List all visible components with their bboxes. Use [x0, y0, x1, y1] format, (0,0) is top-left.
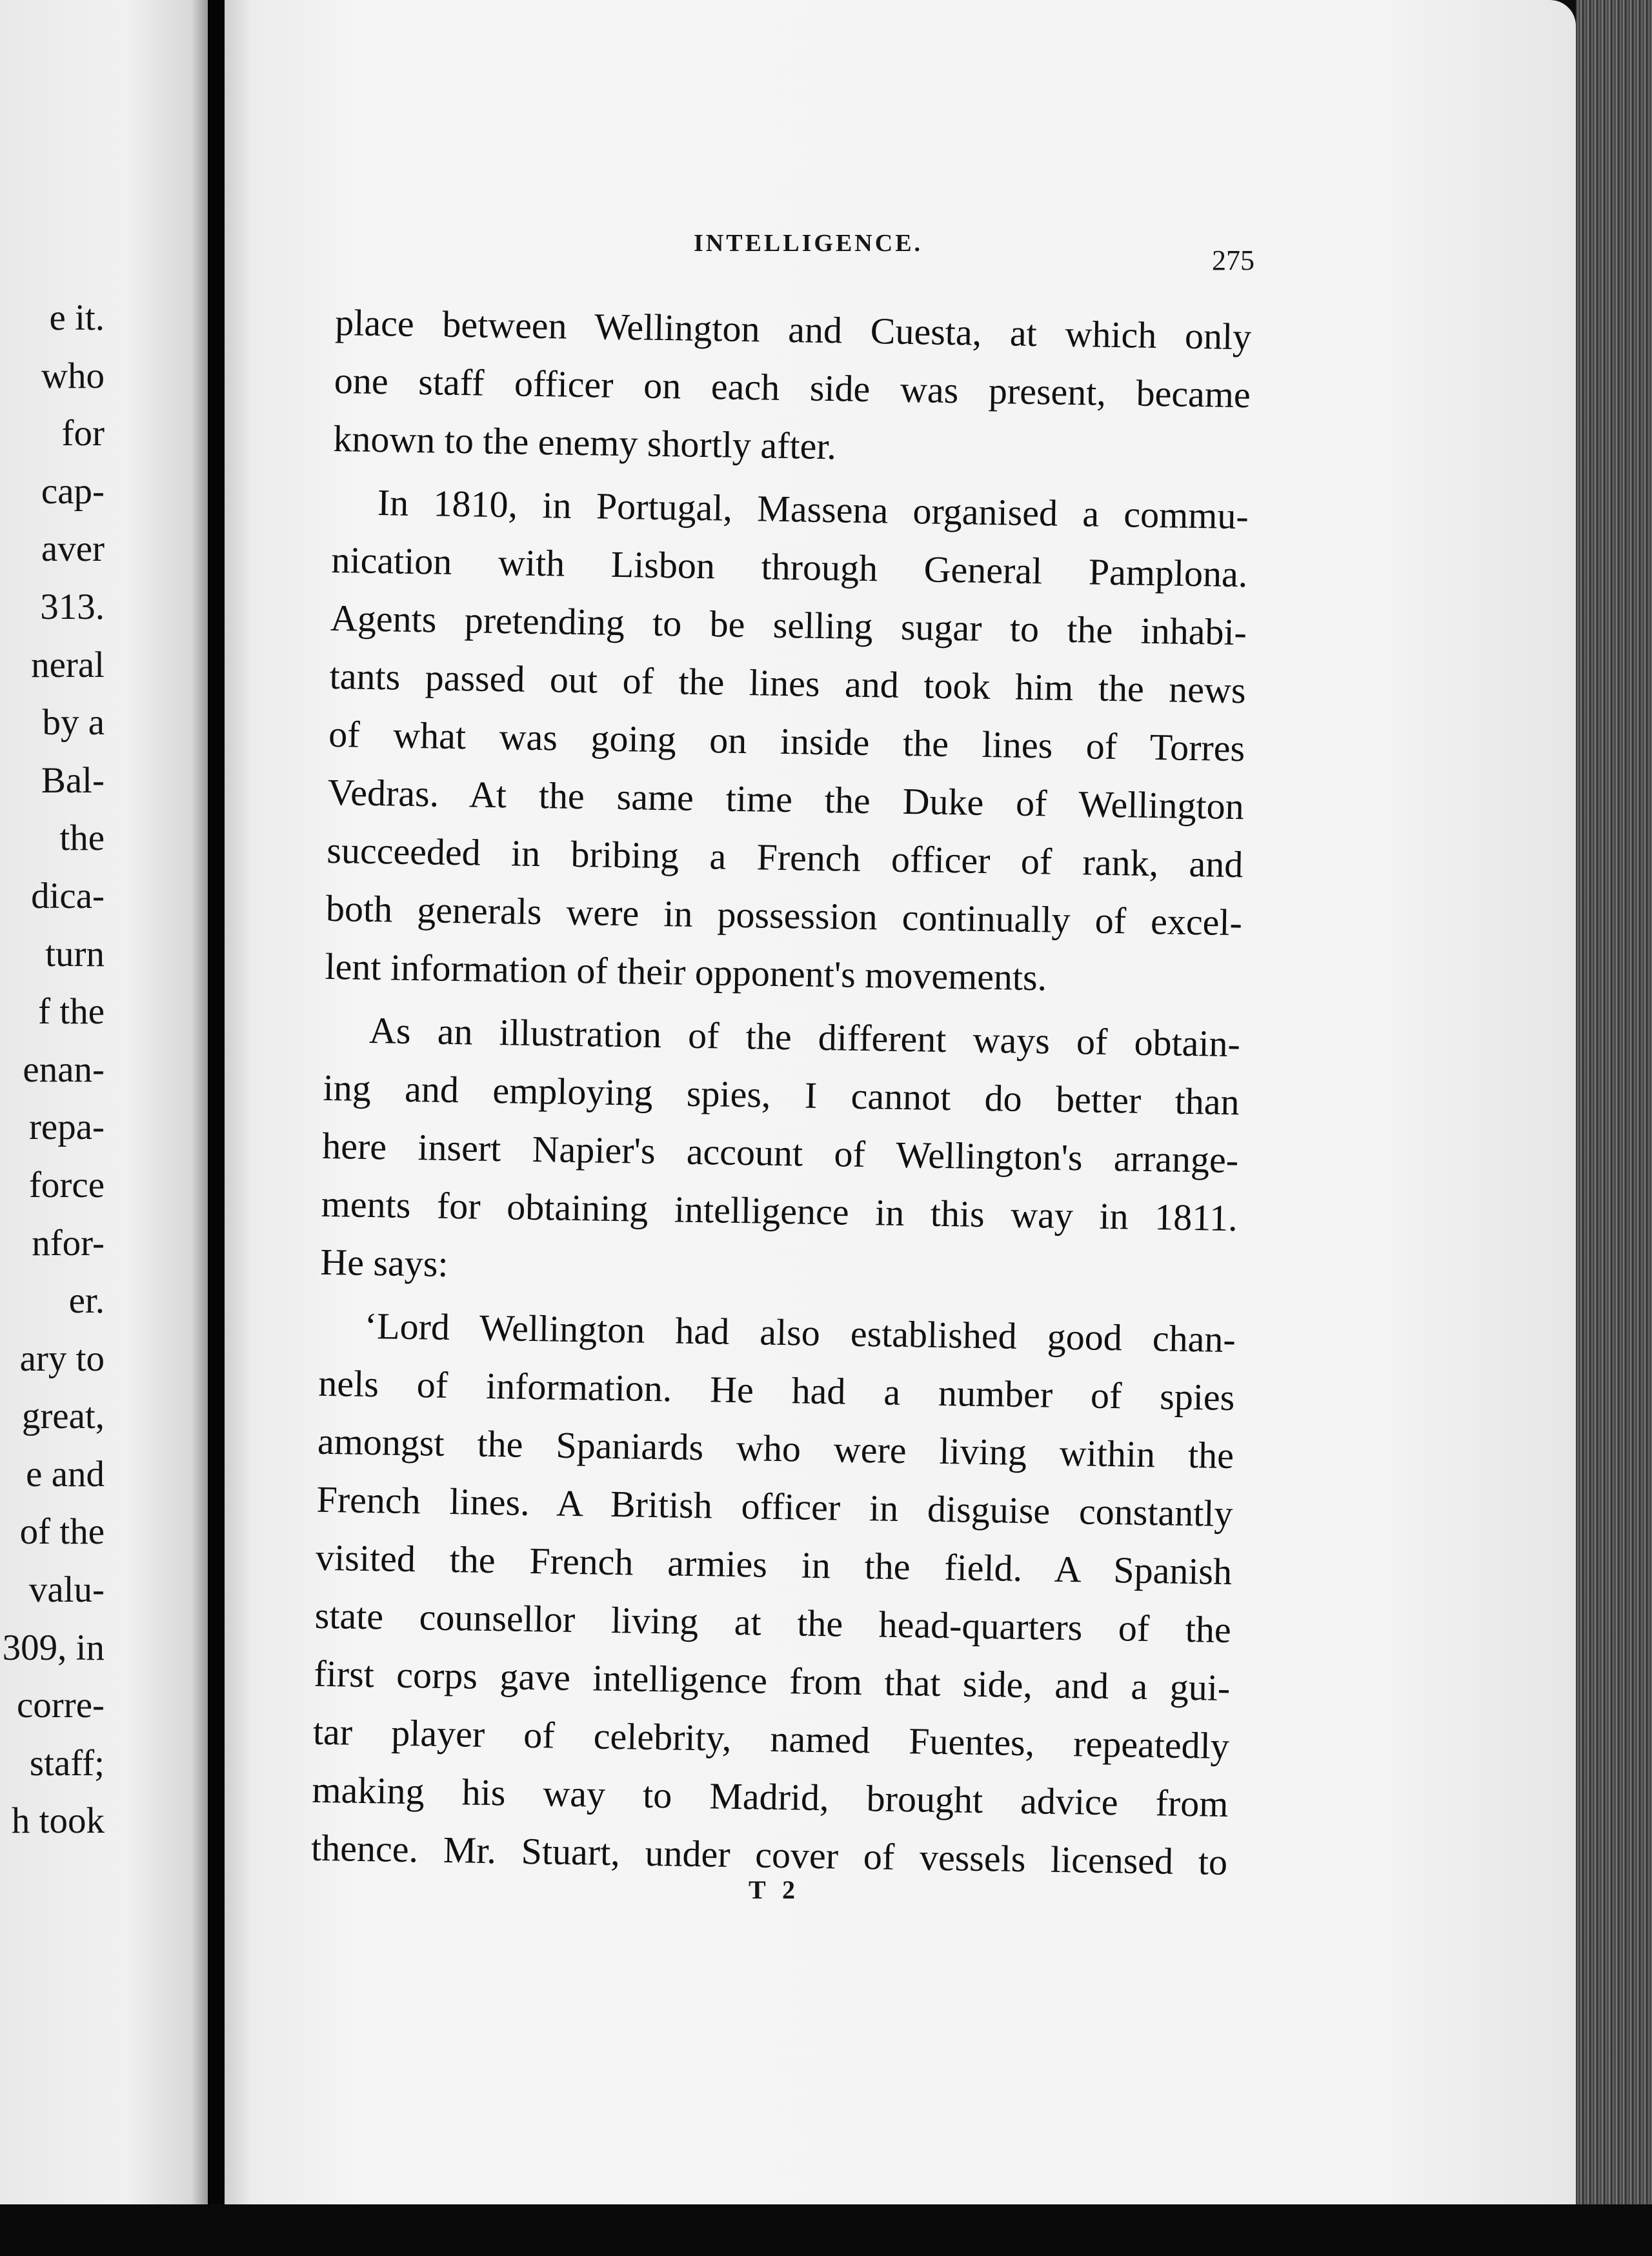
paragraph [320, 1001, 1241, 1305]
left-page-line: h took [11, 1800, 105, 1842]
text-line: here insert Napier's account of Wellington's arrange- [321, 1124, 1239, 1182]
left-page-line: by a [42, 702, 105, 743]
left-page-line: force [28, 1164, 105, 1205]
left-page-line: Bal- [41, 760, 105, 801]
left-page-line: e and [26, 1453, 105, 1495]
text-line: Agents pretending to be selling sugar to the inhabi- [330, 596, 1247, 654]
text-line: one staff officer on each side was present, became [334, 359, 1251, 416]
left-page-line: valu- [28, 1569, 105, 1611]
left-page-line: nfor- [32, 1222, 105, 1264]
page-number: 275 [1212, 245, 1254, 276]
left-page-line: cap- [41, 470, 105, 512]
text-line: succeeded in bribing a French officer of rank, and [326, 829, 1244, 886]
left-page-line: dica- [31, 875, 105, 916]
text-line: first corps gave intelligence from that side, and a gui- [313, 1652, 1231, 1709]
left-page-line: e it. [49, 297, 105, 338]
page-edges [1576, 0, 1652, 2256]
text-line: visited the French armies in the field. A Spanish [315, 1536, 1233, 1593]
running-head: INTELLIGENCE. [694, 230, 923, 257]
body-text [310, 294, 1251, 1897]
left-page-line: 309, in [2, 1627, 105, 1668]
text-line: As an illustration of the different ways of obtain- [368, 1009, 1241, 1065]
left-page-line: turn [45, 933, 105, 974]
text-line: Vedras. At the same time the Duke of Wellington [327, 770, 1245, 828]
left-page-line: er. [68, 1280, 105, 1322]
text-line: ing and employing spies, I cannot do better than [323, 1066, 1240, 1123]
left-page-line: the [59, 818, 105, 859]
left-page-line: aver [41, 529, 105, 570]
text-line: amongst the Spaniards who were living within the [317, 1420, 1234, 1477]
left-page-line: who [41, 355, 105, 396]
left-page-line: for [61, 413, 105, 454]
text-line: state counsellor living at the head-quarters of the [314, 1594, 1232, 1651]
left-page-text-fragments [0, 289, 105, 1850]
left-page-line: corre- [16, 1685, 105, 1726]
text-line: He says: [319, 1240, 449, 1285]
left-page-line: 313. [40, 586, 105, 627]
text-line: of what was going on inside the lines of Torres [328, 712, 1245, 770]
paragraph [333, 294, 1252, 482]
paragraph [310, 1296, 1236, 1891]
text-line: tar player of celebrity, named Fuentes, repeatedly [312, 1710, 1230, 1768]
left-facing-page [0, 0, 208, 2256]
text-line: both generals were in possession continually of excel- [325, 887, 1243, 944]
left-page-line: staff; [29, 1742, 105, 1784]
left-page-line: great, [21, 1396, 105, 1437]
text-line: French lines. A British officer in disguise constantly [316, 1478, 1233, 1535]
text-line: thence. Mr. Stuart, under cover of vessels licensed to [310, 1826, 1228, 1884]
left-page-line: f the [38, 991, 105, 1032]
book-gutter [208, 0, 225, 2256]
left-page-line: neral [31, 644, 105, 685]
text-line: lent information of their opponent's movements. [325, 945, 1047, 999]
text-line: tants passed out of the lines and took him the news [329, 654, 1247, 712]
text-line: ments for obtaining intelligence in this way in 1811. [321, 1182, 1238, 1240]
text-line: In 1810, in Portugal, Massena organised a commu- [377, 481, 1249, 538]
text-line: place between Wellington and Cuesta, at which only [334, 301, 1252, 358]
left-page-line: ary to [19, 1338, 105, 1379]
text-line: known to the enemy shortly after. [332, 417, 837, 468]
left-page-line: enan- [23, 1049, 105, 1090]
paragraph [325, 473, 1249, 1010]
text-line: making his way to Madrid, brought advice from [312, 1768, 1229, 1826]
left-page-line: repa- [28, 1107, 105, 1148]
text-line: nication with Lisbon through General Pamplona. [331, 538, 1248, 596]
scan-bottom-edge [0, 2204, 1652, 2256]
left-page-line: of the [19, 1511, 105, 1553]
text-line: nels of information. He had a number of spies [317, 1362, 1235, 1419]
signature-mark: T 2 [749, 1875, 800, 1904]
text-line: ‘Lord Wellington had also established good chan- [364, 1304, 1236, 1361]
